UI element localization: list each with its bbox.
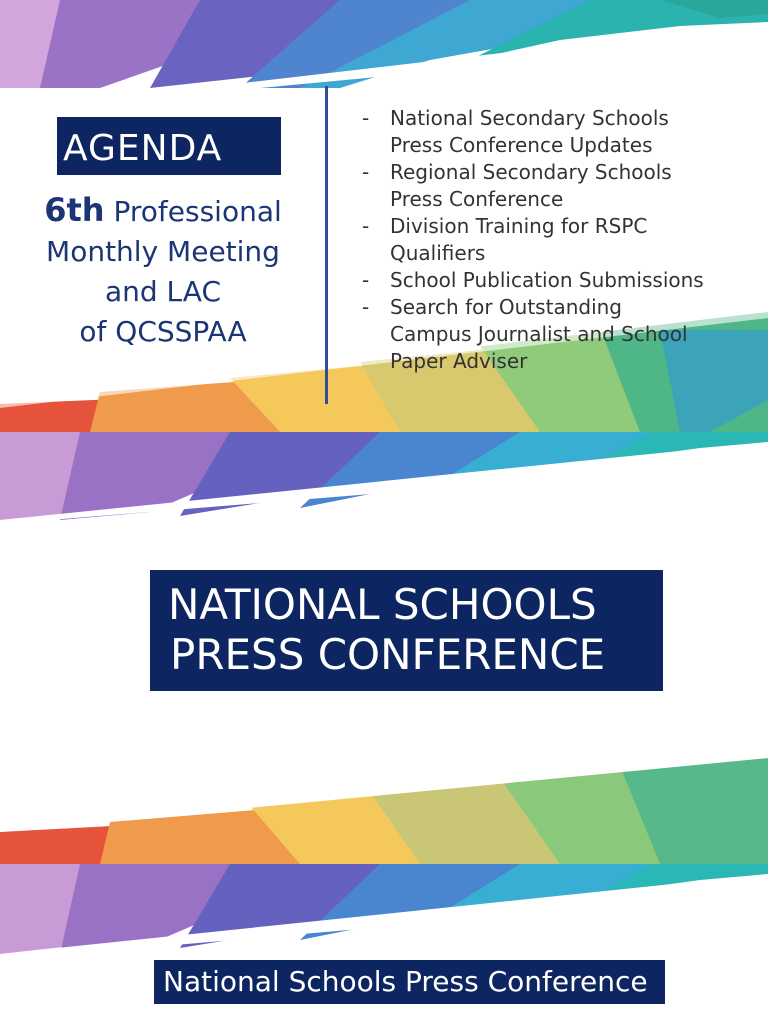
agenda-item-line: Search for Outstanding [390,295,623,319]
slide-title: National Schools Press Conference [163,965,648,998]
meeting-title-line4: of QCSSPAA [79,315,247,348]
agenda-item-line: National Secondary Schools [390,106,669,130]
meeting-title-line1-rest: Professional [113,195,282,228]
vertical-divider [325,86,328,404]
agenda-list [358,105,758,375]
agenda-item-line: Qualifiers [390,241,486,265]
meeting-title-line3: and LAC [104,275,222,308]
agenda-label-box [57,117,281,175]
agenda-item [358,213,758,267]
agenda-item [358,267,758,294]
agenda-item [358,159,758,213]
title-box [150,570,663,691]
agenda-item-line: Press Conference [390,187,564,211]
title-line1: NATIONAL SCHOOLS [168,580,597,629]
meeting-number: 6th [44,191,105,229]
agenda-item-line: Paper Adviser [390,349,528,373]
agenda-item-line: Division Training for RSPC [390,214,648,238]
title-line2: PRESS CONFERENCE [170,630,606,679]
agenda-item-line: Regional Secondary Schools [390,160,672,184]
agenda-slide [0,0,768,432]
meeting-title [20,190,306,352]
dash-bullet: - [362,214,370,238]
meeting-title-line2: Monthly Meeting [46,235,280,268]
national-press-conference-slide [0,432,768,864]
agenda-label: AGENDA [63,128,223,169]
agenda-item-line: School Publication Submissions [390,268,704,292]
dash-bullet: - [362,160,370,184]
dash-bullet: - [362,295,370,319]
title-box [154,960,665,1004]
agenda-item-line: Press Conference Updates [390,133,653,157]
dash-bullet: - [362,106,370,130]
dash-bullet: - [362,268,370,292]
agenda-item [358,105,758,159]
national-press-conference-slide-2 [0,864,768,1024]
meeting-title-line1 [20,190,306,232]
agenda-item-line: Campus Journalist and School [390,322,688,346]
agenda-item [358,294,758,375]
